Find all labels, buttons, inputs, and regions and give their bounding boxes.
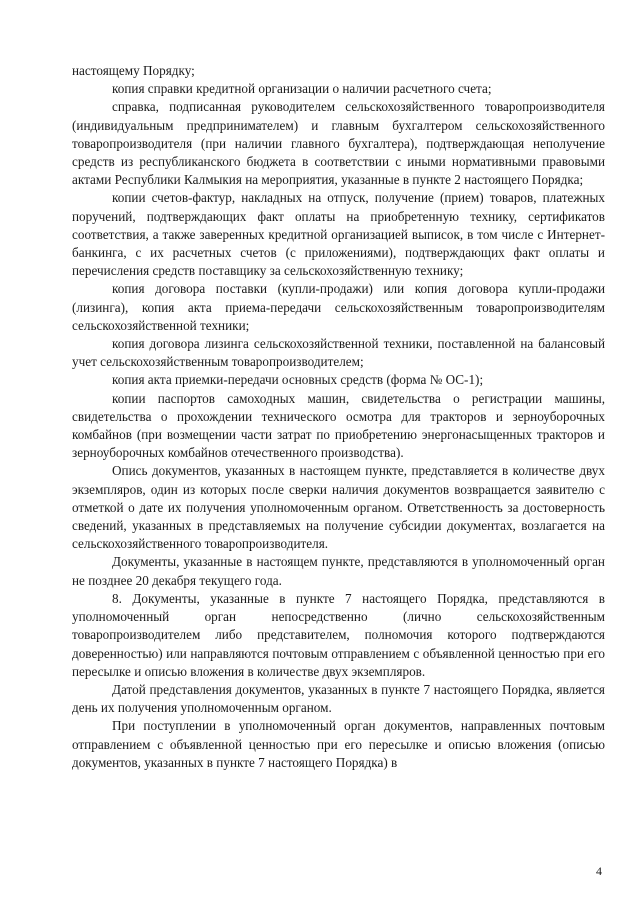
paragraph: копия акта приемки-передачи основных средств (форма № ОС-1); [112, 372, 484, 388]
paragraph: копия договора лизинга сельскохозяйственной техники, поставленной на балансовый учет сельскохозяйственным товаропроизводителем; [72, 336, 605, 370]
paragraph: копии счетов-фактур, накладных на отпуск, получение (прием) товаров, платежных поручений, подтверждающих факт оплаты на приобретенную технику, сертификатов соответствия, а также заверенных кредитной организацией выписок, в том числе с Интернет-банкинга, с их расчетных счетов (с приложениями), подтверждающих факт оплаты и перечисления средств поставщику за сельскохозяйственную технику; [72, 190, 605, 279]
paragraph: копия справки кредитной организации о наличии расчетного счета; [112, 81, 492, 97]
paragraph: справка, подписанная руководителем сельскохозяйственного товаропроизводителя (индивидуальным предпринимателем) и главным бухгалтером сельскохозяйственного товаропроизводителя (при наличии главного бухгалтера), подтверждающая неполучение средств из республиканского бюджета в соответствии с иными нормативными правовыми актами Республики Калмыкия на мероприятия, указанные в пункте 2 настоящего Порядка; [72, 99, 605, 188]
paragraph: копия договора поставки (купли-продажи) или копия договора купли-продажи (лизинга), копия акта приема-передачи сельскохозяйственным товаропроизводителям сельскохозяйственной техники; [72, 281, 605, 333]
paragraph: При поступлении в уполномоченный орган документов, направленных почтовым отправлением с объявленной ценностью при его пересылке и описью вложения (описью документов, указанных в пункте 7 настоящего Порядка) в [72, 718, 605, 770]
document-body [72, 62, 605, 772]
paragraph: Опись документов, указанных в настоящем пункте, представляется в количестве двух экземпляров, один из которых после сверки наличия документов возвращается заявителю с отметкой о дате их получения уполномоченным органом. Ответственность за достоверность сведений, указанных в представляемых на получение субсидии документах, возлагается на сельскохозяйственного товаропроизводителя. [72, 463, 605, 552]
page-number: 4 [596, 864, 602, 878]
paragraph: Датой представления документов, указанных в пункте 7 настоящего Порядка, является день их получения уполномоченным органом. [72, 681, 605, 716]
paragraph: Документы, указанные в настоящем пункте, представляются в уполномоченный орган не позднее 20 декабря текущего года. [72, 554, 605, 588]
paragraph: настоящему Порядку; [72, 63, 195, 78]
paragraph: 8. Документы, указанные в пункте 7 настоящего Порядка, представляются в уполномоченный орган непосредственно (лично сельскохозяйственным товаропроизводителем либо представителем, полномочия которого подтверждаются доверенностью) или направляются почтовым отправлением с объявленной ценностью при его пересылке и описью вложения в количестве двух экземпляров. [72, 590, 605, 679]
paragraph: копии паспортов самоходных машин, свидетельства о регистрации машины, свидетельства о прохождении технического осмотра для тракторов и зерноуборочных комбайнов (при возмещении части затрат по приобретению энергонасыщенных тракторов и зерноуборочных комбайнов отечественного производства). [72, 390, 605, 461]
